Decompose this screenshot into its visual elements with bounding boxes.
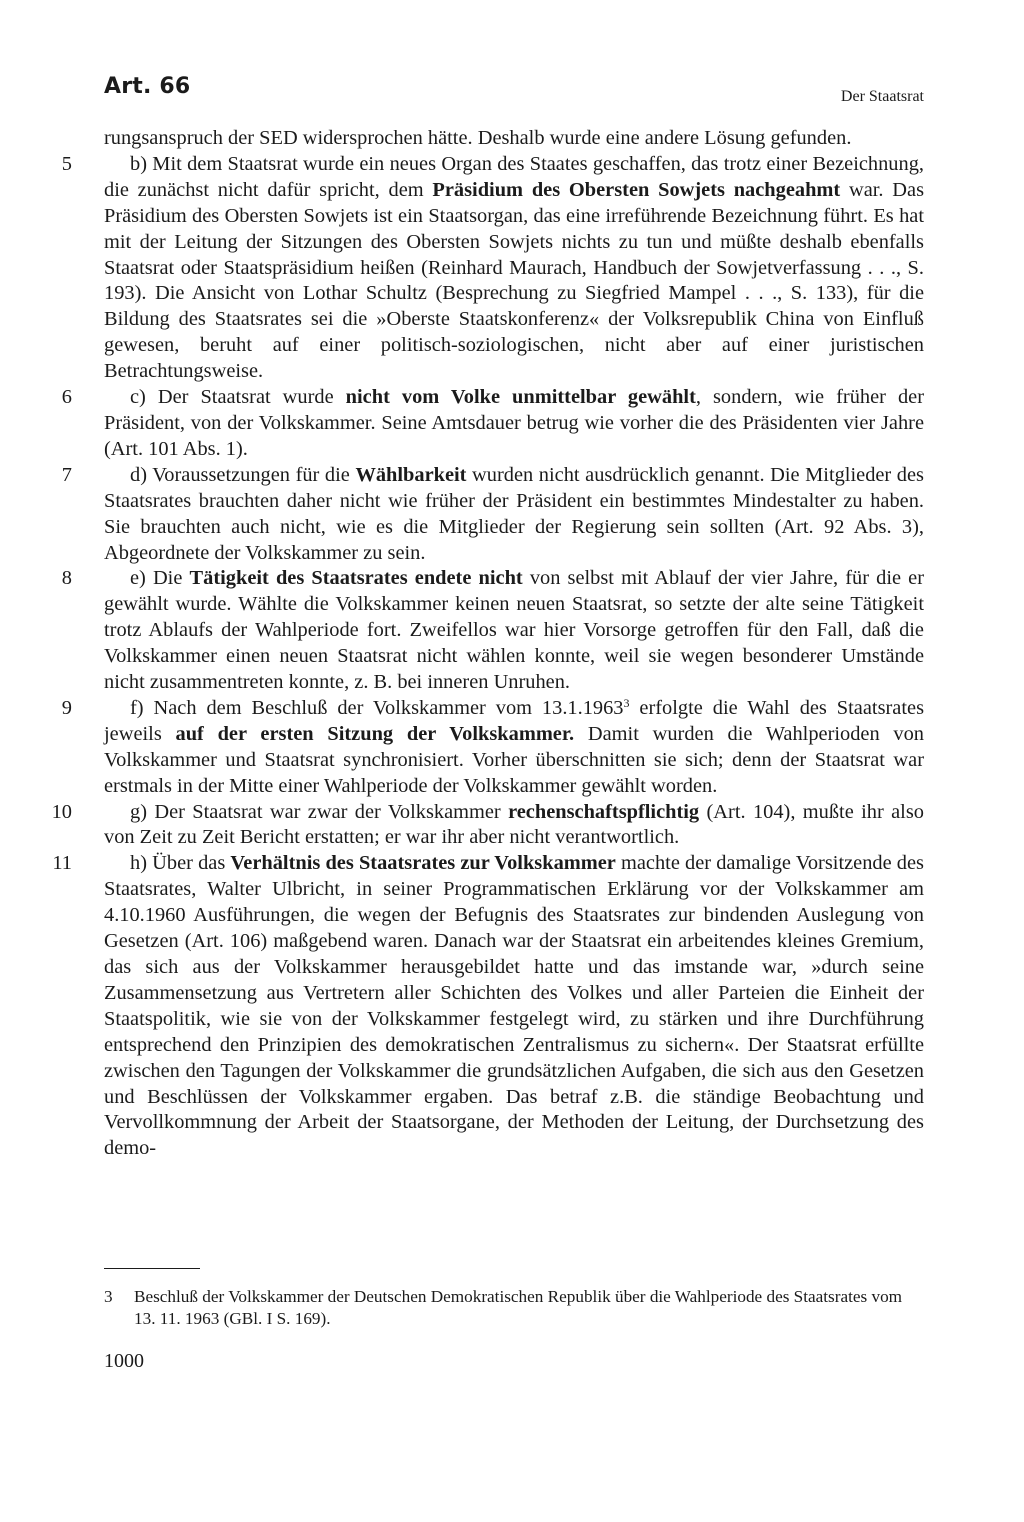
article-number: Art. 66 (104, 74, 191, 99)
intro-paragraph: rungsanspruch der SED widersprochen hätte. Deshalb wurde eine andere Lösung gefunden. (104, 127, 852, 149)
margin-number: 11 (52, 852, 72, 875)
paragraph-8 (61, 566, 924, 696)
paragraph-text: erfolgte die Wahl des Staatsrates jeweils (104, 696, 925, 745)
emphasis-text: Verhältnis des Staatsrates zur Volkskammer (230, 852, 616, 875)
paragraph-5 (61, 152, 925, 385)
margin-number: 7 (61, 463, 72, 486)
paragraph-6 (61, 385, 925, 463)
paragraph-10 (51, 800, 924, 852)
page-number: 1000 (104, 1350, 144, 1372)
running-title: Der Staatsrat (840, 88, 924, 105)
emphasis-text: Tätigkeit des Staatsrates endete nicht (189, 567, 523, 590)
emphasis-text: rechenschaftspflichtig (508, 800, 700, 823)
margin-number: 8 (61, 567, 72, 590)
paragraph-text: b) Mit dem Staatsrat wurde ein neues Organ des Staates geschaffen, das trotz einer Bezeichnung, die zunächst nicht dafür spricht, dem (104, 152, 924, 201)
paragraph-text: war. Das Präsidium des Obersten Sowjets ist ein Staatsorgan, das eine irreführende Bezeichnung führt. Es hat mit der Leitung der Sitzungen des Obersten Sowjets nichts zu tun und müßte deshalb ebenfalls Staatsrat oder Staatspräsidium heißen (Reinhard Maurach, Handbuch der Sowjetverfassung . . ., S. 193). Die Ansicht von Lothar Schultz (Besprechung zu Siegfried Mampel . . ., S. 133), für die Bildung des Staatsrates sei die »Oberste Staatskonferenz« der Volksrepublik China von Einfluß gewesen, beruht auf einer politisch-soziologischen, nicht aber auf einer juristischen Betrachtungsweise. (104, 178, 925, 383)
paragraph-text: g) Der Staatsrat war zwar der Volkskammer (130, 800, 509, 823)
emphasis-text: Präsidium des Obersten Sowjets nachgeahmt (432, 178, 841, 201)
paragraph-text: f) Nach dem Beschluß der Volkskammer vom 13.1.1963 (130, 696, 624, 719)
paragraph-text: h) Über das (130, 852, 231, 875)
margin-number: 6 (61, 386, 72, 409)
paragraph-text: c) Der Staatsrat wurde (130, 386, 346, 409)
paragraph-text: e) Die (130, 567, 190, 590)
emphasis-text: nicht vom Volke unmittelbar gewählt (345, 386, 696, 409)
paragraph-7 (61, 463, 924, 567)
paragraph-text: Damit wurden die Wahlperioden von Volkskammer und Staatsrat synchronisiert. Vorher überschnitten sie sich; denn der Staatsrat war erstmals in der Mitte einer Wahlperiode der Volkskammer gewählt worden. (104, 722, 924, 797)
footnote-text: Beschluß der Volkskammer der Deutschen Demokratischen Republik über die Wahlperiode des Staatsrates vom 13. 11. 1963 (GBl. I S. 169). (134, 1287, 903, 1328)
paragraph-text: , sondern, wie früher der Präsident, von der Volkskammer. Seine Amtsdauer betrug wie vorher die des Präsidenten vier Jahre (Art. 101 Abs. 1). (104, 386, 925, 460)
footnote-number: 3 (104, 1287, 113, 1306)
footnote-divider (104, 1268, 200, 1269)
paragraph-text: von selbst mit Ablauf der vier Jahre, für die er gewählt wurde. Wählte die Volkskammer keinen neuen Staatsrat, so setzte der alte seine Tätigkeit trotz Ablaufs der Wahlperiode fort. Zweifellos war hier Vorsorge getroffen für den Fall, daß die Volkskammer einen neuen Staatsrat nicht wählen konnte, weil sie wegen besonderer Umstände nicht zusammentreten konnte, z. B. bei inneren Unruhen. (104, 567, 924, 694)
paragraph-text: d) Voraussetzungen für die (130, 463, 356, 486)
emphasis-text: Wählbarkeit (355, 463, 467, 486)
paragraph-text: (Art. 104), mußte ihr also von Zeit zu Zeit Bericht erstatten; er war ihr aber nicht verantwortlich. (104, 800, 924, 849)
footnote (104, 1286, 924, 1330)
emphasis-text: auf der ersten Sitzung der Volkskammer. (175, 722, 575, 745)
margin-number: 5 (61, 152, 72, 175)
paragraph-11 (52, 851, 924, 1162)
body-text (51, 126, 925, 1162)
margin-number: 10 (51, 800, 72, 823)
paragraph-text: machte der damalige Vorsitzende des Staatsrates, Walter Ulbricht, in seiner Programmatischen Erklärung vor der Volkskammer am 4.10.1960 Ausführungen, die wegen der Befugnis des Staatsrates zur bindenden Auslegung von Gesetzen (Art. 106) maßgebend waren. Danach war der Staatsrat ein arbeitendes kleines Gremium, das sich aus der Volkskammer herausgebildet hatte und das imstande war, »durch seine Zusammensetzung aus Vertretern aller Schichten des Volkes und aller Parteien die Einheit der Staatspolitik, wie sie von der Volkskammer festgelegt wird, zu stärken und ihre Durchführung entsprechend den Prinzipien des demokratischen Zentralismus zu sichern«. Der Staatsrat erfüllte zwischen den Tagungen der Volkskammer die grundsätzlichen Aufgaben, die sich aus den Gesetzen und Beschlüssen der Volkskammer ergaben. Das betraf z.B. die ständige Beobachtung und Vervollkommnung der Arbeit der Staatsorgane, der Methoden der Leitung, der Durchsetzung des demo- (104, 852, 924, 1160)
footnote-reference[interactable]: 3 (623, 695, 630, 710)
paragraph-text: wurden nicht ausdrücklich genannt. Die Mitglieder des Staatsrates brauchten daher nicht wie früher der Präsident ein bestimmtes Mindestalter zu haben. Sie brauchten auch nicht, wie es die Mitglieder der Regierung sein sollten (Art. 92 Abs. 3), Abgeordnete der Volkskammer zu sein. (104, 463, 924, 564)
margin-number: 9 (61, 696, 72, 719)
paragraph-9 (61, 695, 925, 800)
